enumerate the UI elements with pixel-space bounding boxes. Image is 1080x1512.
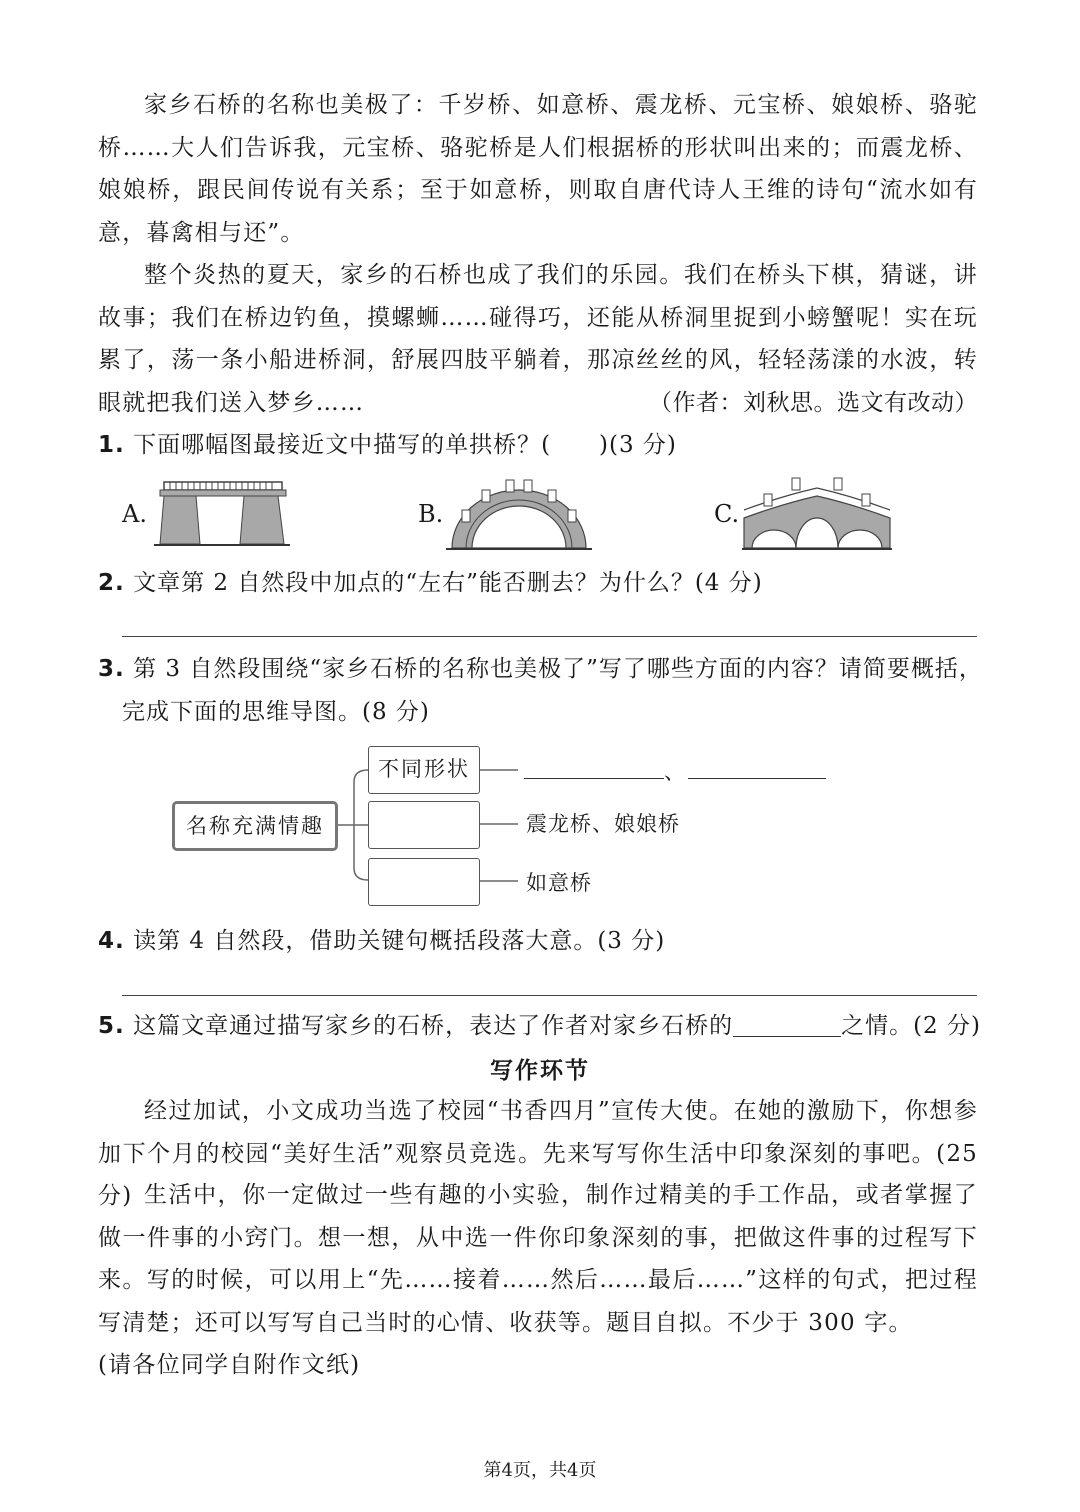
question-4-number: 4. xyxy=(98,928,125,954)
writing-paragraph-2: 生活中，你一定做过一些有趣的小实验，制作过精美的手工作品，或者掌握了做一件事的小窍门。想一想，从中选一件你印象深刻的事，把做这件事的过程写下来。写的时候，可以用上“先……接着……然后……最后……”这样的句式，把过程写清楚；还可以写写自己当时的心情、收获等。题目自拟。不少于 300 字。 xyxy=(98,1182,978,1336)
question-5-text-after: 之情。(2 分) xyxy=(841,1013,981,1039)
answer-line-q4[interactable] xyxy=(122,995,977,996)
page-footer: 第4页，共4页 xyxy=(483,1460,597,1481)
passage-paragraph-4-text: 整个炎热的夏天，家乡的石桥也成了我们的乐园。我们在桥头下棋，猜谜，讲故事；我们在桥边钓鱼，摸螺蛳……碰得巧，还能从桥洞里捉到小螃蟹呢！实在玩累了，荡一条小船进桥洞，舒展四肢平躺着，那凉丝丝的风，轻轻荡漾的水波，转眼就把我们送入梦乡…… xyxy=(98,262,978,416)
attribution: （作者：刘秋思。选文有改动） xyxy=(649,389,978,416)
question-2-number: 2. xyxy=(98,570,125,596)
writing-note: (请各位同学自附作文纸) xyxy=(98,1352,361,1378)
question-4-text: 读第 4 自然段，借助关键句概括段落大意。(3 分) xyxy=(133,928,666,954)
answer-line-q2[interactable] xyxy=(122,636,977,637)
question-1 xyxy=(98,424,677,466)
writing-section-title: 写作环节 xyxy=(490,1058,590,1084)
option-b-label[interactable]: B. xyxy=(418,500,444,528)
option-c-label[interactable]: C. xyxy=(714,500,740,528)
mindmap-branch-1-box: 不同形状 xyxy=(368,746,480,794)
mindmap-leaf-1-blank-b[interactable] xyxy=(688,778,826,779)
question-2 xyxy=(98,562,763,604)
mindmap-branch-2-blank[interactable] xyxy=(368,801,480,849)
mindmap-leaf-1-separator: 、 xyxy=(664,760,685,784)
mindmap-root-box: 名称充满情趣 xyxy=(172,801,338,851)
bridge-option-a-image[interactable] xyxy=(150,478,292,548)
question-3-text-line-1: 第 3 自然段围绕“家乡石桥的名称也美极了”写了哪些方面的内容？请简要概括， xyxy=(133,656,983,682)
question-4 xyxy=(98,920,665,962)
mindmap-leaf-2: 震龙桥、娘娘桥 xyxy=(526,812,680,836)
question-2-text: 文章第 2 自然段中加点的“左右”能否删去？为什么？(4 分) xyxy=(133,570,763,596)
bridge-option-b-image[interactable] xyxy=(446,476,592,550)
mindmap-leaf-1-blank-a[interactable] xyxy=(524,778,664,779)
question-3-number: 3. xyxy=(98,656,125,682)
question-5-text-before: 这篇文章通过描写家乡的石桥，表达了作者对家乡石桥的 xyxy=(133,1013,734,1039)
question-1-text: 下面哪幅图最接近文中描写的单拱桥？( )(3 分) xyxy=(133,432,677,458)
question-3-line-2: 完成下面的思维导图。(8 分) xyxy=(122,699,430,725)
question-1-number: 1. xyxy=(98,432,125,458)
question-5-number: 5. xyxy=(98,1013,125,1039)
option-a-label[interactable]: A. xyxy=(122,500,147,528)
question-5 xyxy=(98,1005,981,1047)
question-5-blank[interactable] xyxy=(733,1012,841,1037)
mindmap-branch-3-blank[interactable] xyxy=(368,858,480,906)
writing-paragraph-1: 经过加试，小文成功当选了校园“书香四月”宣传大使。在她的激励下，你想参加下个月的校园“美好生活”观察员竞选。先来写写你生活中印象深刻的事吧。(25 分) xyxy=(98,1098,978,1209)
bridge-option-c-image[interactable] xyxy=(742,474,892,550)
question-3 xyxy=(98,648,983,690)
passage-paragraph-3: 家乡石桥的名称也美极了：千岁桥、如意桥、震龙桥、元宝桥、娘娘桥、骆驼桥……大人们告诉我，元宝桥、骆驼桥是人们根据桥的形状叫出来的；而震龙桥、娘娘桥，跟民间传说有关系；至于如意桥，则取自唐代诗人王维的诗句“流水如有意，暮禽相与还”。 xyxy=(98,92,978,246)
mindmap-leaf-3: 如意桥 xyxy=(526,871,592,895)
passage-paragraph-4 xyxy=(98,254,978,424)
